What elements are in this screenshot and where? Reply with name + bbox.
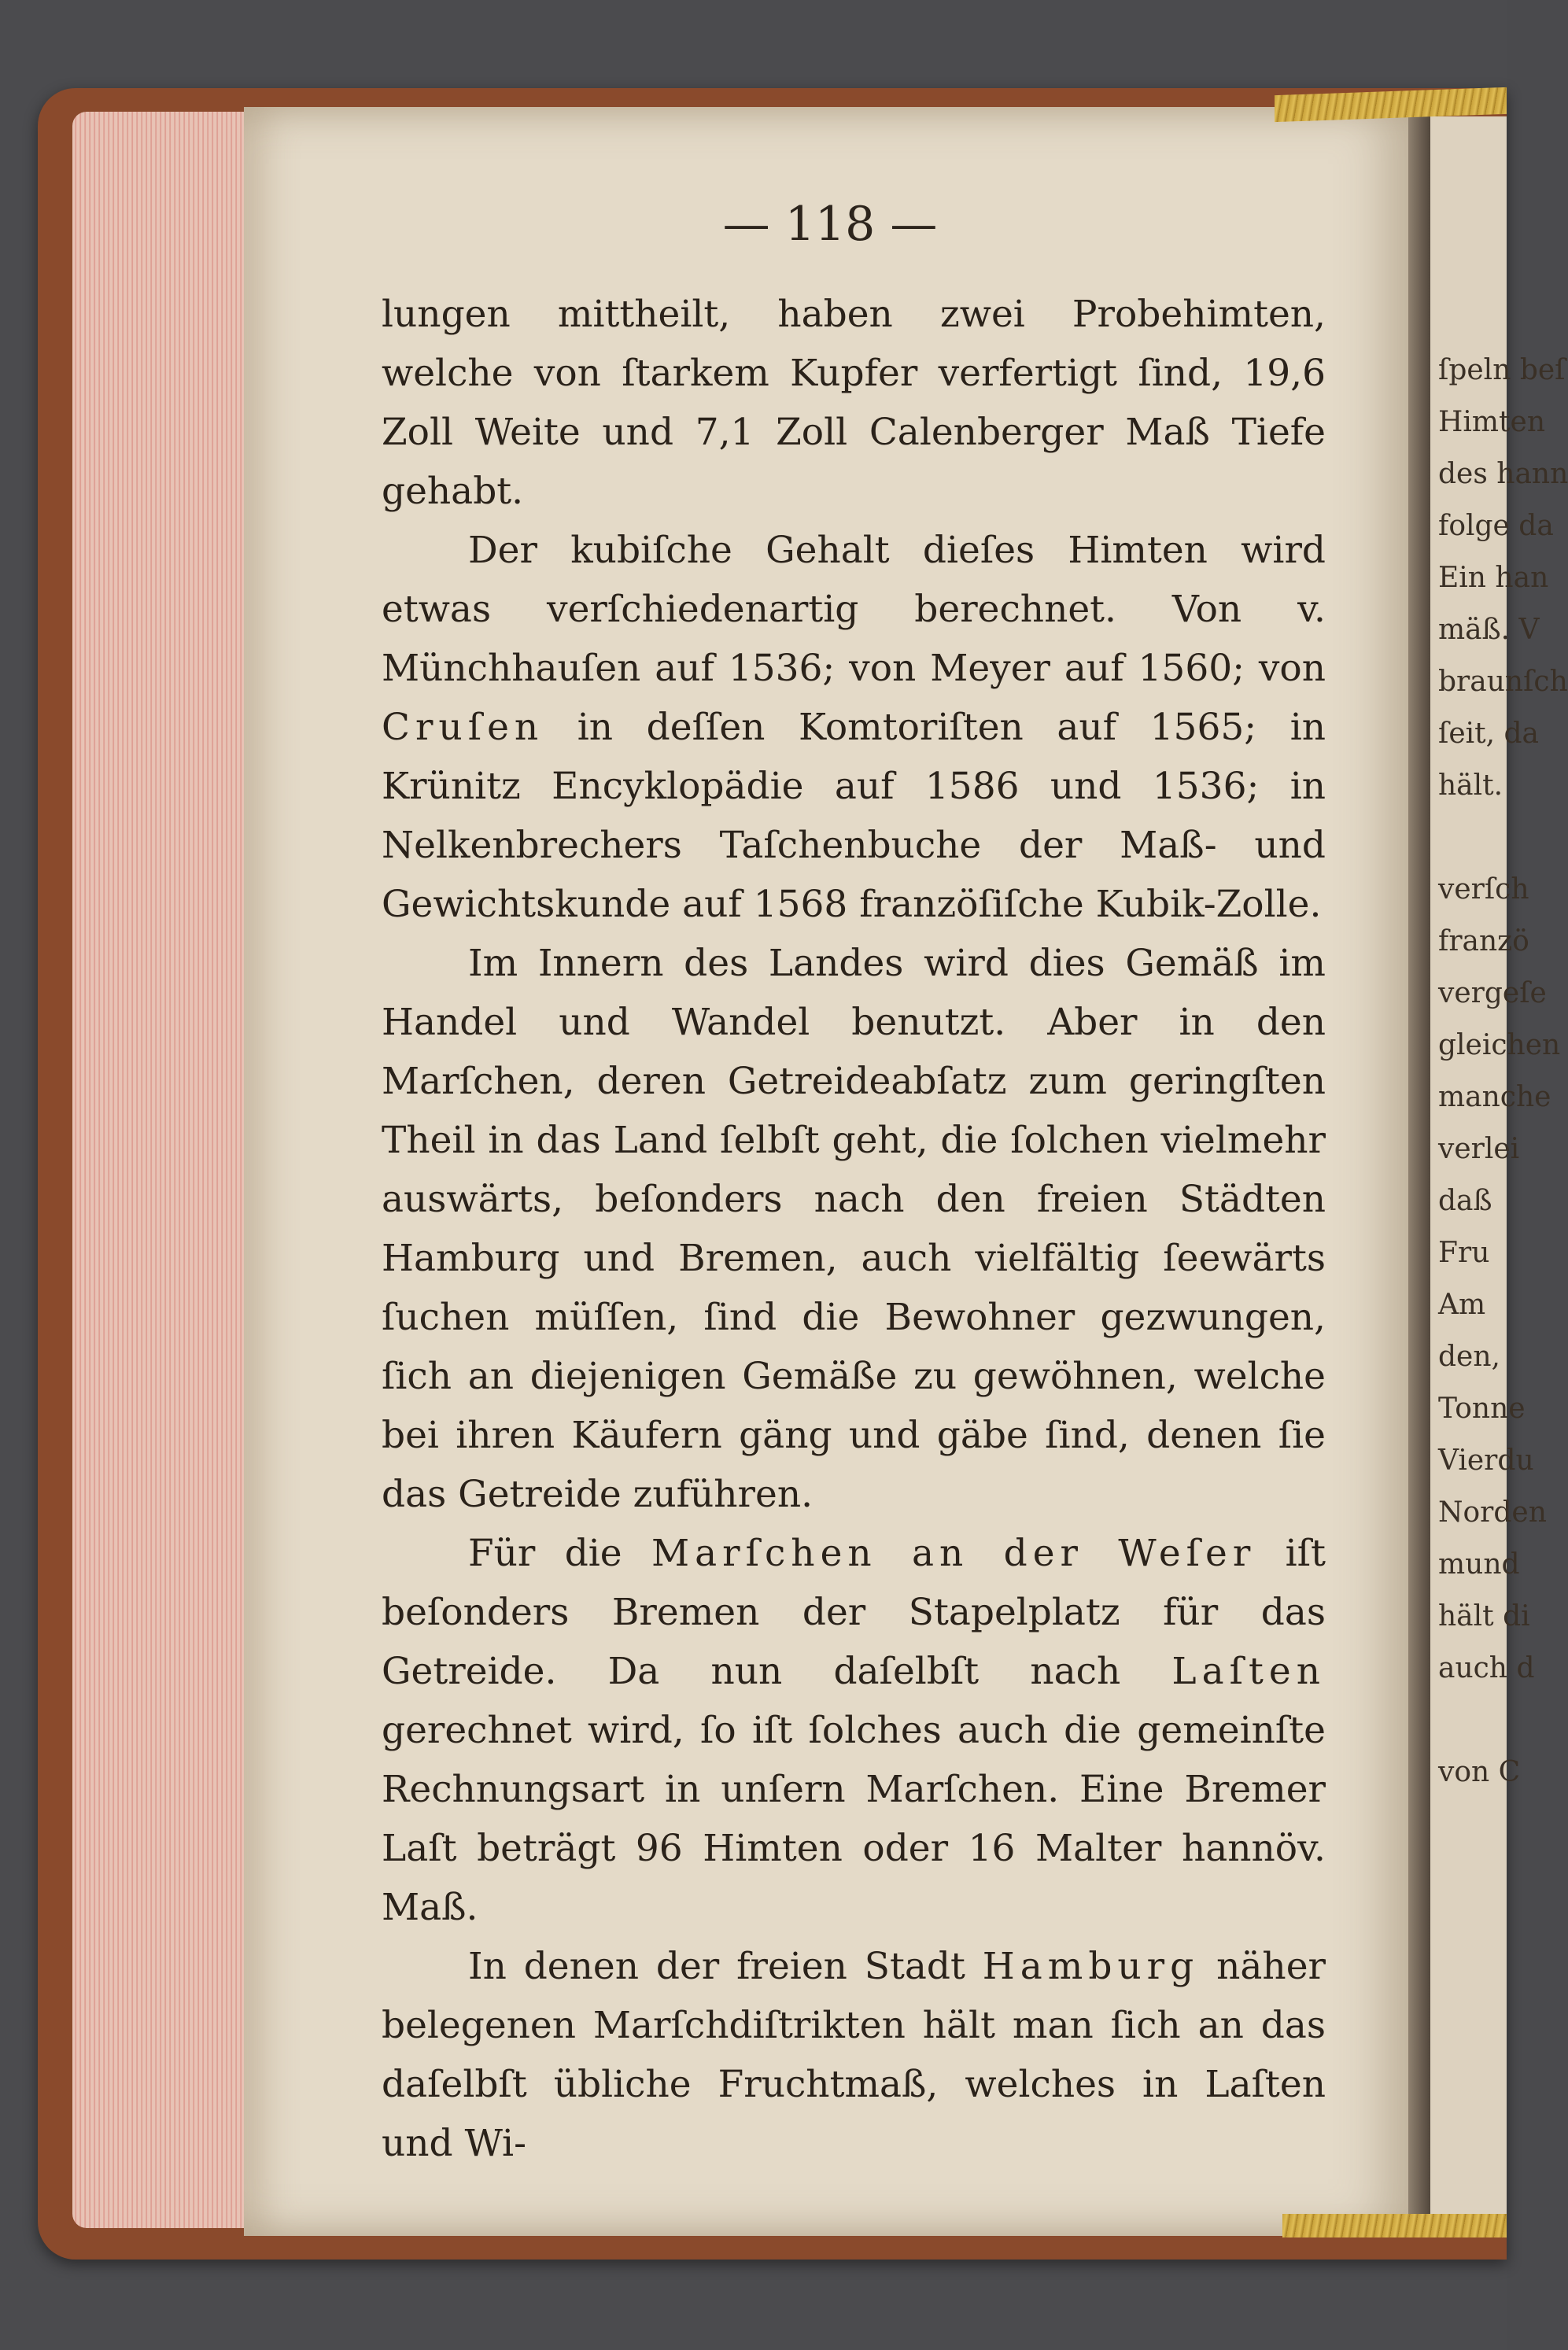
next-page-line: Am — [1438, 1289, 1486, 1321]
next-page-line: von C — [1438, 1756, 1521, 1788]
paragraph-text: näher belegenen Marſchdiſtrikten hält man ſich an das daſelbſt übliche Fruchtmaß, welches in Laſten und Wi- — [382, 1945, 1326, 2165]
paragraph-text: Im Innern des Landes wird dies Gemäß im Handel und Wandel benutzt. Aber in den Marſchen, deren Getreideabſatz zum geringſten Theil in das Land ſelbſt geht, die ſolchen vielmehr auswärts, beſonders nach den freien Städten Hamburg und Bremen, auch vielfältig ſeewärts ſuchen müſſen, ſind die Bewohner gezwungen, ſich an diejenigen Gemäße zu gewöhnen, welche bei ihren Käufern gäng und gäbe ſind, denen ſie das Getreide zuführen. — [382, 942, 1326, 1516]
next-page-line: Fru — [1438, 1237, 1490, 1269]
next-page-line: folge da — [1438, 510, 1554, 542]
next-page-line: manche — [1438, 1081, 1551, 1113]
next-page-line: ſpeln beſ — [1438, 354, 1566, 386]
next-page-line: des hann — [1438, 458, 1568, 490]
next-page-line: mäß. V — [1438, 614, 1540, 646]
next-page-line: hält. — [1438, 769, 1503, 802]
next-page-line: Vierdu — [1438, 1444, 1534, 1477]
page-body-text — [382, 285, 1326, 2173]
next-page-line: den, — [1438, 1341, 1500, 1373]
paragraph-text: iſt beſonders Bremen der Stapelplatz für das Getreide. Da nun daſelbſt nach — [382, 1532, 1326, 1693]
paragraph — [382, 285, 1326, 521]
spaced-emphasis-text: Cruſen — [382, 706, 544, 749]
next-page-line — [1438, 1695, 1568, 1747]
paragraph-text: lungen mittheilt, haben zwei Probehimten, welche von ſtarkem Kupfer verfertigt ſind, 19,6 Zoll Weite und 7,1 Zoll Calenberger Maß Tiefe gehabt. — [382, 293, 1326, 513]
next-page-line — [1438, 812, 1568, 864]
paragraph — [382, 934, 1326, 1524]
spaced-emphasis-text: Marſchen an der Weſer — [651, 1532, 1256, 1575]
next-page-line: verlei — [1438, 1133, 1520, 1165]
paragraph — [382, 1937, 1326, 2173]
next-page-line: verſch — [1438, 873, 1529, 906]
paragraph-text: In denen der freien Stadt — [468, 1945, 983, 1988]
next-page-line: ſeit, da — [1438, 718, 1540, 750]
next-page-line: franzö — [1438, 925, 1529, 957]
book-gutter — [1408, 110, 1432, 2234]
next-page-line: auch d — [1438, 1652, 1535, 1684]
next-page-line: daß — [1438, 1185, 1492, 1217]
next-page-line: hält di — [1438, 1600, 1530, 1632]
spaced-emphasis-text: Hamburg — [982, 1945, 1200, 1988]
paragraph — [382, 521, 1326, 934]
page-edges — [72, 112, 269, 2228]
next-page-line: mund — [1438, 1548, 1520, 1581]
next-page-fragments — [1438, 345, 1568, 1798]
next-page-line: gleichen — [1438, 1029, 1561, 1061]
paragraph-text: gerechnet wird, ſo iſt ſolches auch die gemeinſte Rechnungsart in unſern Marſchen. Eine Bremer Laſt beträgt 96 Himten oder 16 Malter hannöv. Maß. — [382, 1709, 1326, 1929]
paragraph-text: in deſſen Komtoriſten auf 1565; in Krünitz Encyklopädie auf 1586 und 1536; in Nelkenbrechers Taſchenbuche der Maß- und Gewichtskunde auf 1568 franzöſiſche Kubik-Zolle. — [382, 706, 1326, 926]
spaced-emphasis-text: Laſten — [1171, 1650, 1326, 1693]
next-page-line: Ein han — [1438, 562, 1549, 594]
next-page-line: vergeſe — [1438, 977, 1547, 1009]
next-page-line: Himten — [1438, 406, 1546, 438]
bookmark-ribbon-bottom — [1282, 2214, 1507, 2237]
page-number: — 118 — — [722, 197, 938, 252]
paragraph — [382, 1524, 1326, 1937]
right-page-edge — [1430, 116, 1568, 2233]
next-page-line: Tonne — [1438, 1393, 1526, 1425]
next-page-line: Norden — [1438, 1496, 1547, 1529]
next-page-line: braunſch — [1438, 666, 1568, 698]
paragraph-text: Für die — [468, 1532, 651, 1575]
paragraph-text: Der kubiſche Gehalt dieſes Himten wird etwas verſchiedenartig berechnet. Von v. Münchhauſen auf 1536; von Meyer auf 1560; von — [382, 529, 1326, 690]
